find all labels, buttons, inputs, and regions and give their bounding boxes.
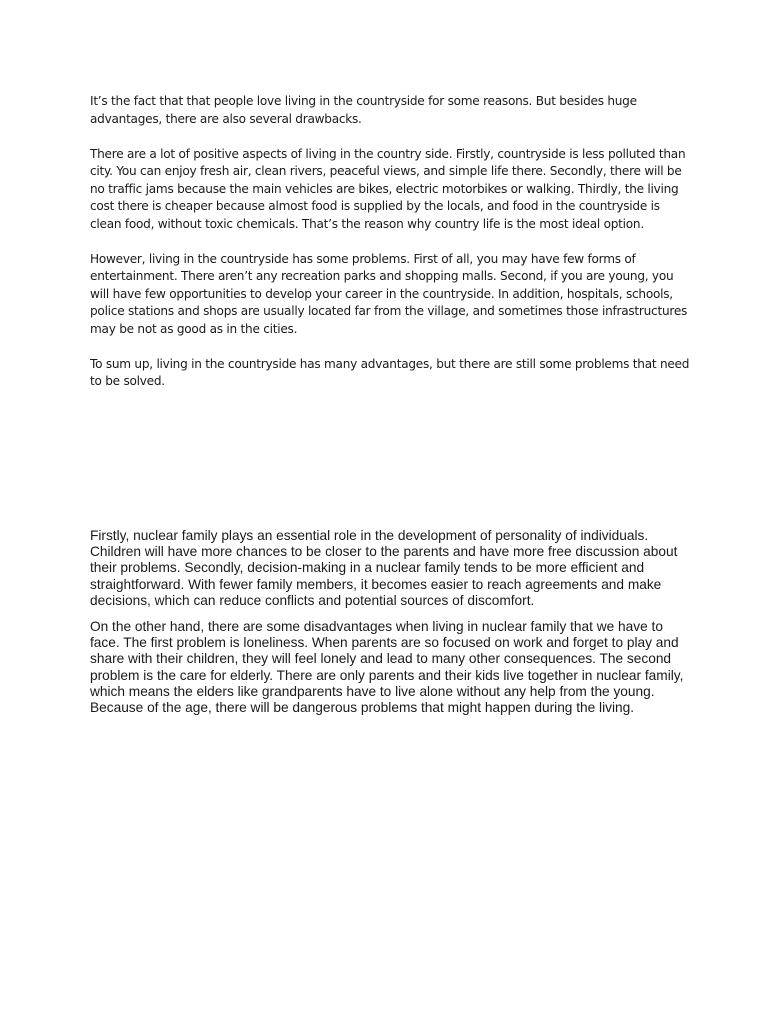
paragraph-nuclear-disadvantages: On the other hand, there are some disadvantages when living in nuclear family that we have to face. The first problem is loneliness. When parents are so focused on work and forget to play and share with their children, they will feel lonely and lead to many other consequences. The second problem is the care for elderly. There are only parents and their kids live together in nuclear family, which means the elders like grandparents have to live alone without any help from the young. Because of the age, there will be dangerous problems that might happen during the living. xyxy=(90,619,684,716)
paragraph-nuclear-advantages: Firstly, nuclear family plays an essential role in the development of personality of individuals. Children will have more chances to be closer to the parents and have more free discussion about their problems. Secondly, decision-making in a nuclear family tends to be more efficient and straightforward. With fewer family members, it becomes easier to reach agreements and make decisions, which can reduce conflicts and potential sources of discomfort. xyxy=(90,528,678,608)
paragraph-intro: It’s the fact that that people love living in the countryside for some reasons. But besides huge advantages, there are also several drawbacks. xyxy=(90,94,637,126)
countryside-essay xyxy=(90,93,690,408)
paragraph-advantages: There are a lot of positive aspects of living in the country side. Firstly, countryside is less polluted than city. You can enjoy fresh air, clean rivers, peaceful views, and simple life there. Secondly, there will be no traffic jams because the main vehicles are bikes, electric motorbikes or walking. Thirdly, the living cost there is cheaper because almost food is supplied by the locals, and food in the countryside is clean food, without toxic chemicals. That’s the reason why country life is the most ideal option. xyxy=(90,146,686,231)
paragraph-conclusion: To sum up, living in the countryside has many advantages, but there are still some problems that need to be solved. xyxy=(90,356,690,388)
nuclear-family-essay xyxy=(90,528,690,726)
paragraph-problems: However, living in the countryside has some problems. First of all, you may have few forms of entertainment. There aren’t any recreation parks and shopping malls. Second, if you are young, you will have few opportunities to develop your career in the countryside. In addition, hospitals, schools, police stations and shops are usually located far from the village, and sometimes those infrastructures may be not as good as in the cities. xyxy=(90,251,688,336)
